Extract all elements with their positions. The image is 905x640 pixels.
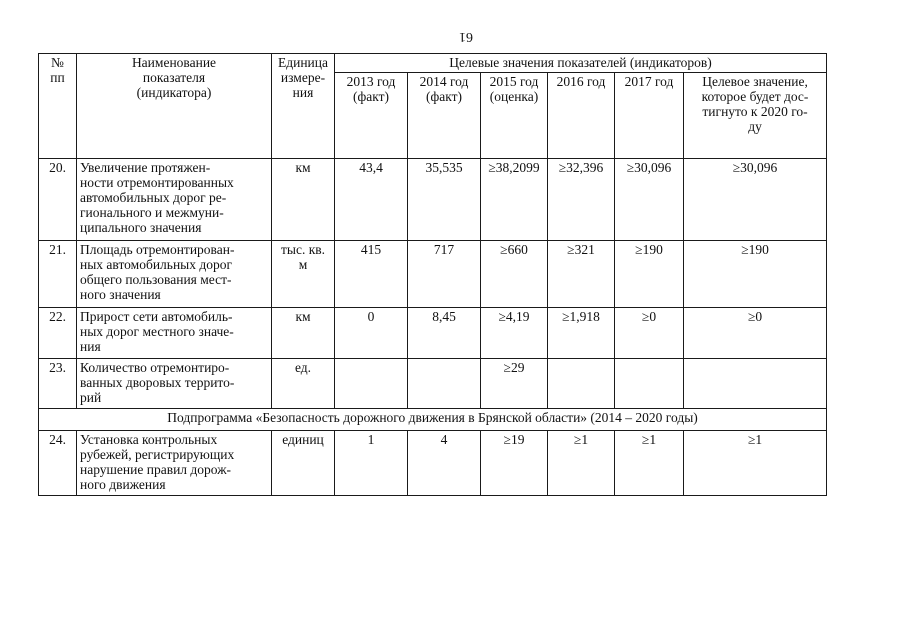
table-row [39, 241, 827, 308]
header-year-2017: 2017 год [615, 73, 684, 159]
value-2013: 1 [335, 431, 408, 496]
row-unit: ед. [272, 359, 335, 409]
header-name: Наименование показателя (индикатора) [77, 54, 272, 159]
header-year-2013: 2013 год (факт) [335, 73, 408, 159]
value-2013: 43,4 [335, 159, 408, 241]
subprogram-row [39, 409, 827, 431]
header-year-2014: 2014 год (факт) [408, 73, 481, 159]
value-2014 [408, 359, 481, 409]
value-2016: ≥1,918 [548, 308, 615, 359]
value-2013: 0 [335, 308, 408, 359]
value-2016 [548, 359, 615, 409]
value-2013: 415 [335, 241, 408, 308]
header-year-2016: 2016 год [548, 73, 615, 159]
header-row [39, 54, 827, 73]
row-num: 21. [39, 241, 77, 308]
value-2015: ≥4,19 [481, 308, 548, 359]
value-2015: ≥19 [481, 431, 548, 496]
row-num: 20. [39, 159, 77, 241]
header-targets: Целевые значения показателей (индикаторов) [335, 54, 827, 73]
value-2017: ≥190 [615, 241, 684, 308]
header-year-2015: 2015 год (оценка) [481, 73, 548, 159]
subprogram-title: Подпрограмма «Безопасность дорожного движения в Брянской области» (2014 – 2020 годы) [39, 409, 827, 431]
row-unit: км [272, 308, 335, 359]
value-2014: 4 [408, 431, 481, 496]
row-unit: единиц [272, 431, 335, 496]
value-2017: ≥1 [615, 431, 684, 496]
value-2014: 35,535 [408, 159, 481, 241]
value-2015: ≥660 [481, 241, 548, 308]
value-2015: ≥38,2099 [481, 159, 548, 241]
value-2020: ≥30,096 [684, 159, 827, 241]
row-num: 23. [39, 359, 77, 409]
table-row [39, 159, 827, 241]
value-2017: ≥0 [615, 308, 684, 359]
value-2017 [615, 359, 684, 409]
row-name: Количество отремонтиро- ванных дворовых террито- рий [77, 359, 272, 409]
header-target-2020: Целевое значение, которое будет дос- тигнуто к 2020 го- ду [684, 73, 827, 159]
value-2020: ≥1 [684, 431, 827, 496]
row-name: Прирост сети автомобиль- ных дорог местного значе- ния [77, 308, 272, 359]
value-2013 [335, 359, 408, 409]
row-num: 24. [39, 431, 77, 496]
value-2020 [684, 359, 827, 409]
row-name: Увеличение протяжен- ности отремонтированных автомобильных дорог ре- гионального и межмуни- ципального значения [77, 159, 272, 241]
header-unit: Единица измере- ния [272, 54, 335, 159]
table-row [39, 359, 827, 409]
value-2014: 717 [408, 241, 481, 308]
value-2015: ≥29 [481, 359, 548, 409]
value-2020: ≥190 [684, 241, 827, 308]
row-name: Установка контрольных рубежей, регистрирующих нарушение правил дорож- ного движения [77, 431, 272, 496]
row-unit: тыс. кв. м [272, 241, 335, 308]
header-num: № пп [39, 54, 77, 159]
indicators-table [38, 53, 827, 496]
row-num: 22. [39, 308, 77, 359]
value-2016: ≥1 [548, 431, 615, 496]
value-2016: ≥321 [548, 241, 615, 308]
page-number: 61 [459, 29, 473, 44]
row-unit: км [272, 159, 335, 241]
value-2020: ≥0 [684, 308, 827, 359]
table-row [39, 308, 827, 359]
table-row [39, 431, 827, 496]
row-name: Площадь отремонтирован- ных автомобильных дорог общего пользования мест- ного значения [77, 241, 272, 308]
value-2017: ≥30,096 [615, 159, 684, 241]
value-2014: 8,45 [408, 308, 481, 359]
value-2016: ≥32,396 [548, 159, 615, 241]
